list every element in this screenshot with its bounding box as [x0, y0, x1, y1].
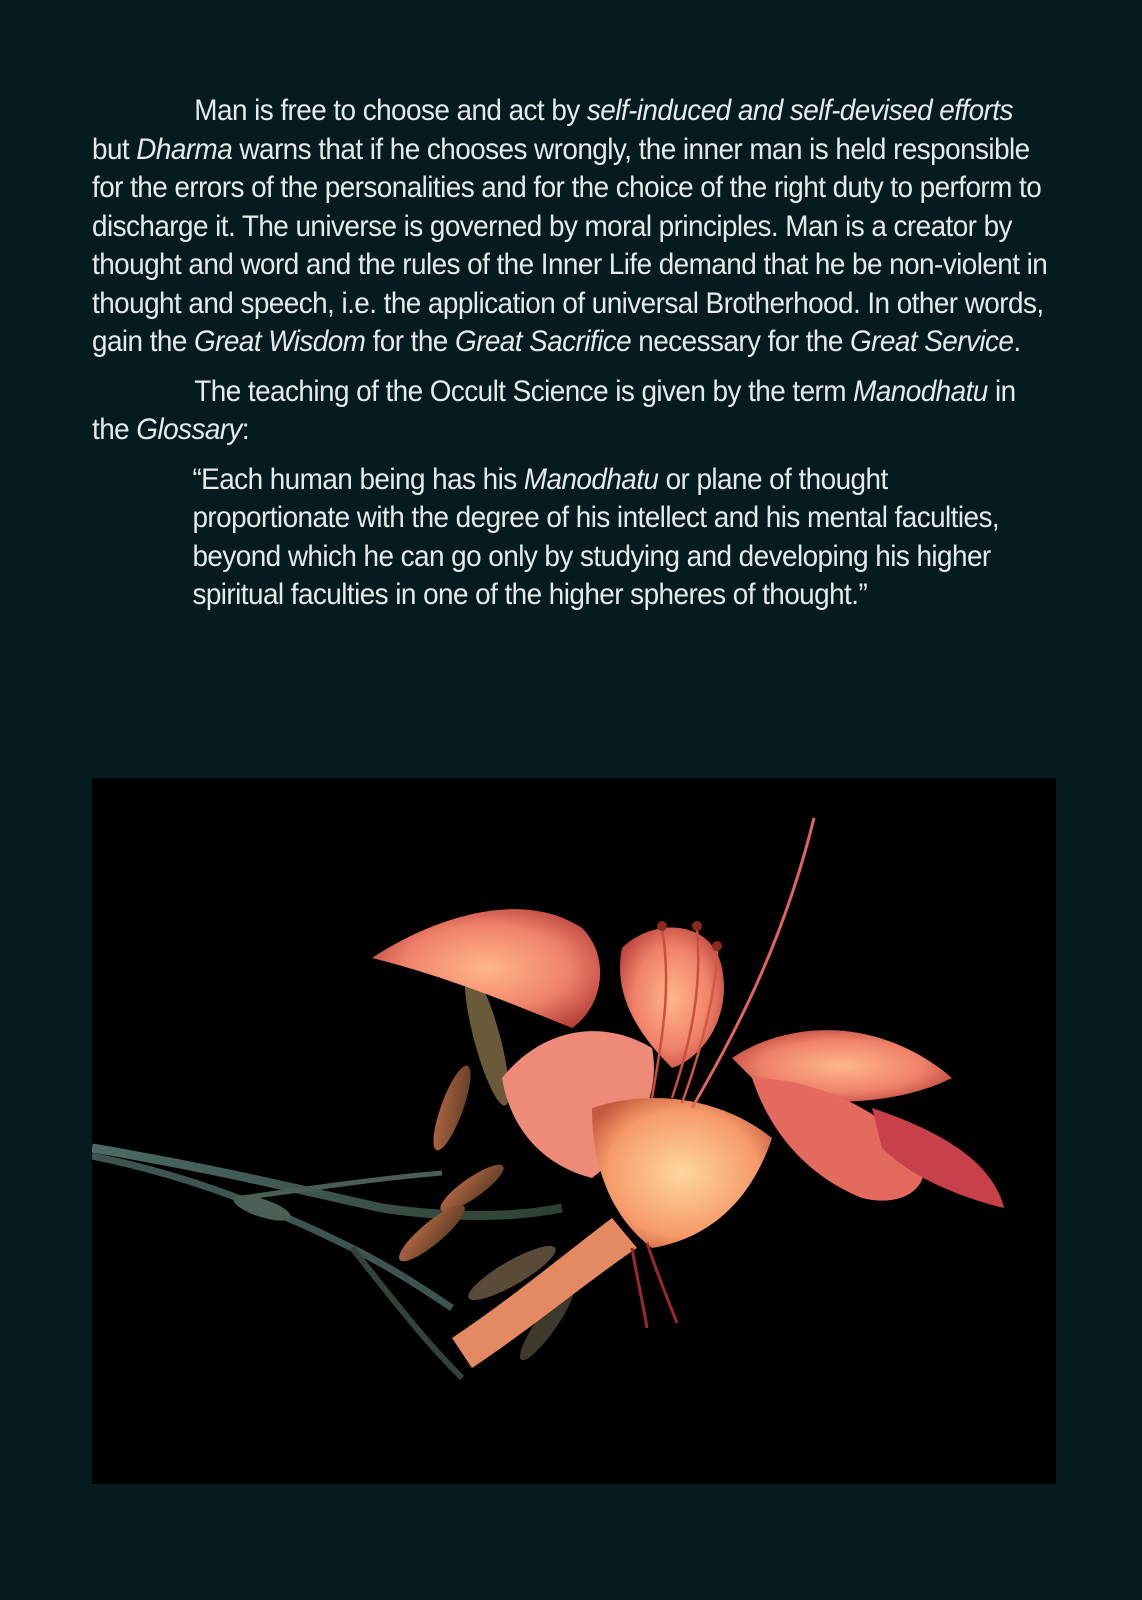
glossary-quote — [192, 461, 1051, 615]
lily-flower-photo — [92, 778, 1056, 1484]
italic-run: Great Service — [850, 325, 1014, 358]
italic-run: Dharma — [136, 132, 233, 166]
text-run: . — [1013, 325, 1021, 358]
italic-run: Glossary — [136, 413, 242, 446]
bud — [435, 1158, 509, 1218]
text-run: The teaching of the Occult Science is given by the term — [194, 374, 854, 408]
stem — [352, 1248, 462, 1378]
text-run: for the — [365, 325, 455, 358]
text-run: or plane of thought proportionate with the degree of his intellect and his mental faculties, beyond which he can go only by studying and developing his higher spiritual faculties in one of the higher spheres of thought.” — [192, 462, 1000, 611]
anther — [692, 921, 702, 931]
text-run: warns that if he chooses wrongly, the inner man is held responsible for the errors of the personalities and for the choice of the right duty to perform to discharge it. The universe is governed by moral principles. Man is a creator by thought and word and the rules of the Inner Life demand that he be non-violent in thought and speech, i.e. the application of universal Brotherhood. In other words, gain the — [92, 132, 1048, 358]
anther — [657, 921, 667, 931]
text-run: but — [92, 132, 137, 166]
italic-run: Manodhatu — [523, 462, 659, 496]
text-run: Man is free to choose and act by — [194, 94, 587, 127]
italic-run: self-induced and self-devised efforts — [586, 94, 1013, 127]
italic-run: Great Wisdom — [194, 325, 366, 358]
paragraph-2 — [92, 373, 1052, 450]
italic-run: Manodhatu — [853, 374, 988, 408]
stamen — [632, 1248, 647, 1328]
flower-illustration — [92, 778, 1056, 1484]
anther — [712, 941, 722, 951]
text-run: “Each human being has his — [192, 462, 524, 496]
italic-run: Great Sacrifice — [454, 325, 632, 358]
text-run: necessary for the — [631, 325, 851, 358]
flower-throat — [592, 1098, 772, 1248]
text-run: : — [241, 413, 250, 446]
bud — [426, 1062, 477, 1154]
stamen — [647, 1243, 677, 1323]
paragraph-1 — [92, 92, 1052, 362]
body-text — [92, 92, 1052, 615]
text-run: in the — [92, 374, 1016, 446]
